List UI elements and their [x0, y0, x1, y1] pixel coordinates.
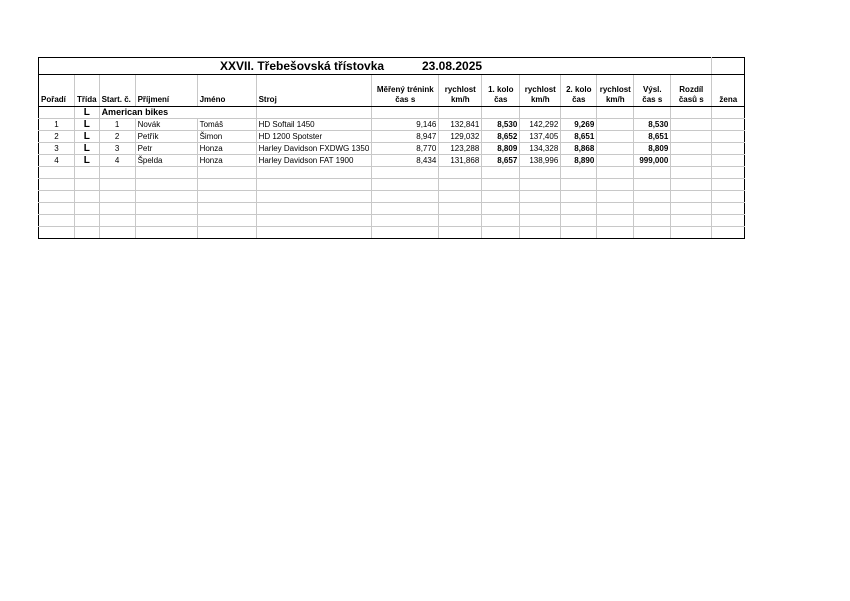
- cell-jmeno: Honza: [197, 155, 256, 167]
- table-row: [39, 131, 745, 143]
- cell-rych1: 129,032: [439, 131, 482, 143]
- empty-row: [39, 215, 745, 227]
- cell-kolo2: 8,890: [561, 155, 597, 167]
- cell-rych1: 123,288: [439, 143, 482, 155]
- cell-empty: [712, 155, 745, 167]
- header-start: Start. č.: [99, 75, 135, 107]
- header-rych3-l1: rychlost: [599, 85, 631, 94]
- cell-trida: L: [75, 155, 100, 167]
- cell-trenink: 9,146: [372, 119, 439, 131]
- table-row: [39, 119, 745, 131]
- cell-vysl: 999,000: [634, 155, 671, 167]
- page-title: [39, 58, 712, 75]
- header-rozdil-l1: Rozdíl: [679, 85, 704, 94]
- cell-stroj: HD 1200 Spotster: [256, 131, 372, 143]
- cell-trenink: 8,434: [372, 155, 439, 167]
- cell-empty: [712, 131, 745, 143]
- group-cell-empty: [39, 107, 75, 119]
- cell-empty: [671, 119, 712, 131]
- cell-trida: L: [75, 131, 100, 143]
- cell-stroj: Harley Davidson FAT 1900: [256, 155, 372, 167]
- cell-vysl: 8,530: [634, 119, 671, 131]
- results-table: [38, 57, 745, 239]
- cell-poradi: 4: [39, 155, 75, 167]
- cell-jmeno: Honza: [197, 143, 256, 155]
- header-rych2-l1: rychlost: [524, 85, 556, 94]
- title-row: [39, 58, 745, 75]
- cell-rych3: [597, 143, 634, 155]
- cell-kolo2: 8,651: [561, 131, 597, 143]
- cell-trenink: 8,947: [372, 131, 439, 143]
- cell-empty: [671, 131, 712, 143]
- cell-prijmeni: Petřík: [135, 131, 197, 143]
- cell-kolo1: 8,657: [482, 155, 520, 167]
- header-kolo2-l2: čas: [572, 95, 586, 104]
- cell-rych2: 134,328: [520, 143, 561, 155]
- header-zena: žena: [712, 75, 745, 107]
- cell-vysl: 8,651: [634, 131, 671, 143]
- event-name: XXVII. Třebešovská třístovka: [220, 59, 385, 73]
- cell-kolo2: 8,868: [561, 143, 597, 155]
- header-rych2: [520, 75, 561, 107]
- cell-empty: [671, 143, 712, 155]
- header-jmeno: Jméno: [197, 75, 256, 107]
- cell-start: 1: [99, 119, 135, 131]
- header-vysl-l2: čas s: [642, 95, 663, 104]
- header-trenink-l2: čas s: [395, 95, 416, 104]
- header-row: [39, 75, 745, 107]
- header-kolo2-l1: 2. kolo: [566, 85, 592, 94]
- cell-empty: [712, 119, 745, 131]
- cell-prijmeni: Petr: [135, 143, 197, 155]
- empty-row: [39, 167, 745, 179]
- header-rozdil-l2: časů s: [678, 95, 704, 104]
- header-prijmeni: Příjmení: [135, 75, 197, 107]
- cell-start: 4: [99, 155, 135, 167]
- header-rych2-l2: km/h: [530, 95, 550, 104]
- header-poradi: Pořadí: [39, 75, 75, 107]
- header-rych1-l2: km/h: [450, 95, 470, 104]
- cell-jmeno: Šimon: [197, 131, 256, 143]
- table-row: [39, 155, 745, 167]
- empty-row: [39, 179, 745, 191]
- header-trenink: [372, 75, 439, 107]
- cell-rych2: 142,292: [520, 119, 561, 131]
- data-rows: [39, 119, 745, 167]
- group-row: [39, 107, 745, 119]
- cell-kolo1: 8,652: [482, 131, 520, 143]
- cell-jmeno: Tomáš: [197, 119, 256, 131]
- event-date: 23.08.2025: [422, 59, 483, 73]
- cell-rych1: 132,841: [439, 119, 482, 131]
- cell-start: 3: [99, 143, 135, 155]
- empty-row: [39, 227, 745, 239]
- group-class: L: [75, 107, 100, 119]
- cell-vysl: 8,809: [634, 143, 671, 155]
- cell-poradi: 3: [39, 143, 75, 155]
- header-kolo1-l1: 1. kolo: [488, 85, 514, 94]
- cell-prijmeni: Novák: [135, 119, 197, 131]
- cell-kolo2: 9,269: [561, 119, 597, 131]
- cell-start: 2: [99, 131, 135, 143]
- cell-trida: L: [75, 119, 100, 131]
- header-trida: Třída: [75, 75, 100, 107]
- cell-rych2: 138,996: [520, 155, 561, 167]
- cell-rych3: [597, 119, 634, 131]
- header-rozdil: [671, 75, 712, 107]
- cell-stroj: HD Softail 1450: [256, 119, 372, 131]
- empty-row: [39, 203, 745, 215]
- cell-stroj: Harley Davidson FXDWG 1350: [256, 143, 372, 155]
- header-rych1-l1: rychlost: [444, 85, 476, 94]
- cell-trida: L: [75, 143, 100, 155]
- header-rych1: [439, 75, 482, 107]
- header-kolo2: [561, 75, 597, 107]
- cell-rych1: 131,868: [439, 155, 482, 167]
- header-stroj: Stroj: [256, 75, 372, 107]
- header-rych3: [597, 75, 634, 107]
- header-trenink-l1: Měřený trénink: [376, 85, 434, 94]
- group-name: American bikes: [99, 107, 256, 119]
- cell-kolo1: 8,530: [482, 119, 520, 131]
- header-rych3-l2: km/h: [605, 95, 625, 104]
- cell-rych2: 137,405: [520, 131, 561, 143]
- cell-rych3: [597, 131, 634, 143]
- header-kolo1: [482, 75, 520, 107]
- cell-rych3: [597, 155, 634, 167]
- empty-row: [39, 191, 745, 203]
- header-vysl: [634, 75, 671, 107]
- cell-poradi: 2: [39, 131, 75, 143]
- cell-trenink: 8,770: [372, 143, 439, 155]
- cell-poradi: 1: [39, 119, 75, 131]
- cell-prijmeni: Špelda: [135, 155, 197, 167]
- title-cell-extra: [712, 58, 745, 75]
- header-vysl-l1: Výsl.: [642, 85, 662, 94]
- cell-kolo1: 8,809: [482, 143, 520, 155]
- cell-empty: [671, 155, 712, 167]
- cell-empty: [712, 143, 745, 155]
- table-row: [39, 143, 745, 155]
- header-kolo1-l2: čas: [494, 95, 508, 104]
